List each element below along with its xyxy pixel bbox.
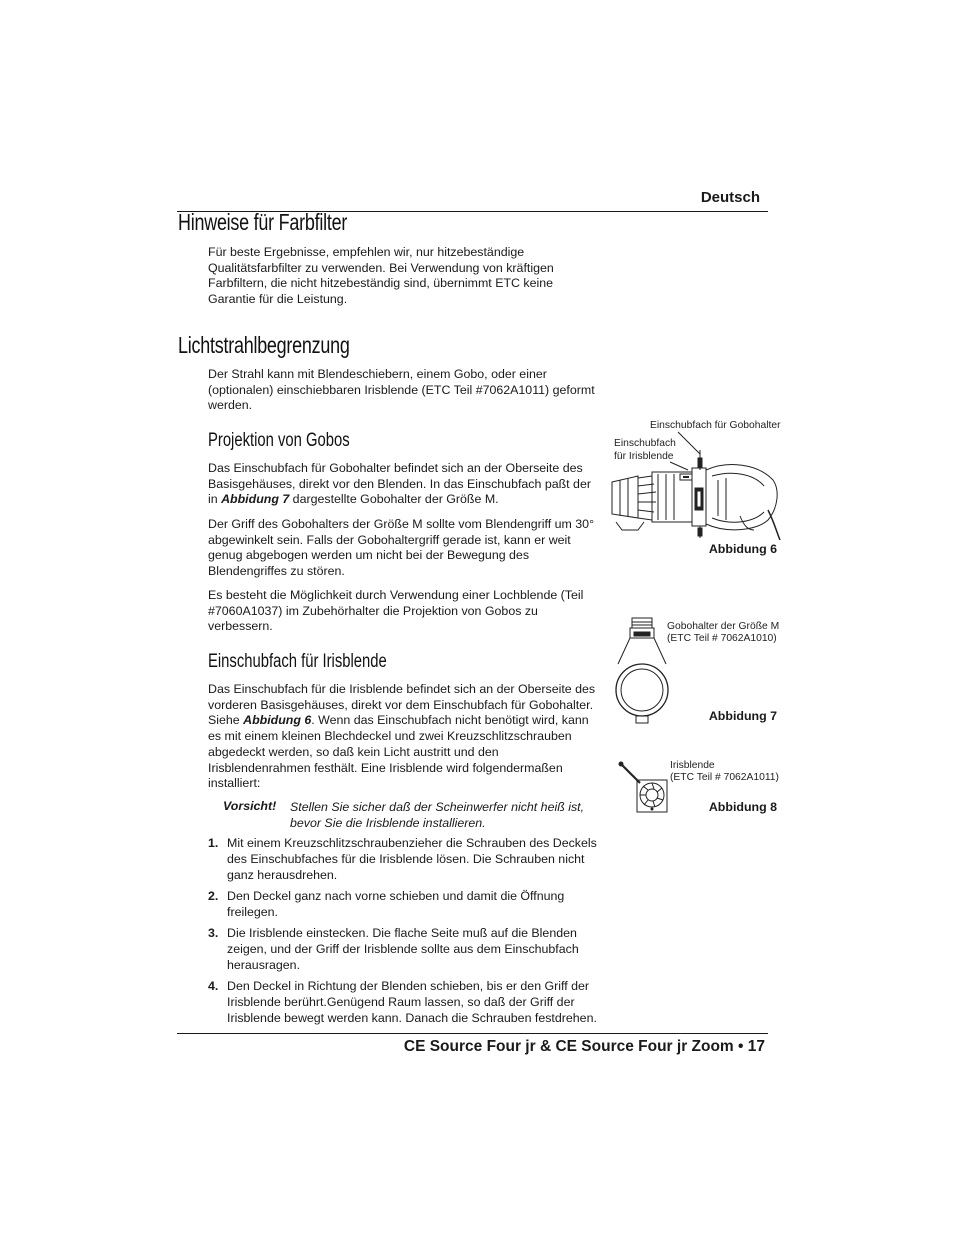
paragraph-gobos-1 — [208, 461, 598, 508]
caution-text: Stellen Sie sicher daß der Scheinwerfer nicht heiß ist, bevor Sie die Irisblende installieren. — [290, 800, 585, 830]
fig6-label: Abbidung 6 — [708, 542, 777, 556]
fig8-caption-line2: (ETC Teil # 7062A1011) — [670, 772, 779, 783]
heading-gobos: Projektion von Gobos — [208, 430, 350, 451]
step-number: 4. — [208, 979, 219, 993]
step-text: Den Deckel in Richtung der Blenden schieben, bis er den Griff der Irisblende berührt.Genügend Raum lassen, so daß der Griff der Irisblende bewegt werden kann. Danach die Schrauben festdrehen. — [227, 979, 597, 1025]
step-number: 2. — [208, 889, 219, 903]
fig8-caption-line1: Irisblende — [670, 760, 715, 771]
fig6-callout-gobo: Einschubfach für Gobohalter — [650, 420, 781, 431]
fig7-caption-line2: (ETC Teil # 7062A1010) — [667, 633, 777, 644]
step-text: Die Irisblende einstecken. Die flache Seite muß auf die Blenden zeigen, und der Griff der Irisblende sollte aus dem Einschubfach herausragen. — [227, 926, 579, 972]
footer-text: CE Source Four jr & CE Source Four jr Zoom • 17 — [403, 1038, 765, 1055]
gobo-holder-diagram — [612, 616, 672, 728]
gobos-text-a: Das Einschubfach für Gobohalter befindet sich an der Oberseite des Basisgehäuses, direkt vor den Blenden. In das Einschubfach paßt der in — [208, 461, 591, 507]
fig7-label: Abbidung 7 — [708, 709, 777, 723]
heading-iris: Einschubfach für Irisblende — [208, 651, 387, 672]
iris-text-a: Das Einschubfach für die Irisblende befindet sich an der Oberseite des vorderen Basisgehäuses, direkt vor dem Einschubfach für Gobohalter. Siehe — [208, 682, 596, 728]
iris-text-b: . Wenn das Einschubfach nicht benötigt wird, kann es mit einem kleinen Blechdeckel und zwei Kreuzschlitzschrauben abgedeckt werden, so daß kein Licht austritt und den Irisblendenrahmen festhält. Eine Irisblende wird folgendermaßen installiert: — [208, 713, 589, 791]
step-number: 1. — [208, 836, 219, 850]
spotlight-diagram — [608, 430, 783, 542]
footer-rule — [177, 1033, 768, 1034]
step-text: Mit einem Kreuzschlitzschraubenzieher die Schrauben des Deckels des Einschubfaches für die Irisblende lösen. Die Schrauben nicht ganz herausdrehen. — [227, 836, 597, 882]
heading-lichtstrahl: Lichtstrahlbegrenzung — [178, 332, 350, 358]
ref-abbidung-7: Abbidung 7 — [221, 492, 290, 507]
step-item — [208, 925, 603, 973]
paragraph-iris-1 — [208, 682, 598, 792]
gobos-text-b: dargestellte Gobohalter der Größe M. — [289, 492, 499, 507]
caution-label: Vorsicht! — [223, 799, 277, 813]
fig7-caption-line1: Gobohalter der Größe M — [667, 621, 780, 632]
step-number: 3. — [208, 926, 219, 940]
ref-abbidung-6: Abbidung 6 — [243, 713, 312, 728]
paragraph-gobos-3: Es besteht die Möglichkeit durch Verwendung einer Lochblende (Teil #7060A1037) im Zubehörhalter die Projektion von Gobos zu verbessern. — [208, 588, 584, 634]
paragraph-farbfilter: Für beste Ergebnisse, empfehlen wir, nur hitzebeständige Qualitätsfarbfilter zu verwenden. Bei Verwendung von kräftigen Farbfiltern, die nicht hitzebeständig sind, übernimmt ETC keine Garantie für die Leistung. — [208, 245, 554, 307]
step-item — [208, 978, 603, 1026]
fig6-callout-iris-line1: Einschubfach — [614, 438, 676, 449]
iris-diagram — [618, 761, 670, 817]
paragraph-lichtstrahl: Der Strahl kann mit Blendeschiebern, einem Gobo, oder einer (optionalen) einschiebbaren Irisblende (ETC Teil #7062A1011) geformt werden. — [208, 367, 595, 413]
install-steps — [208, 835, 603, 1031]
fig6-callout-iris-line2: für Irisblende — [614, 451, 674, 462]
step-item — [208, 835, 603, 883]
step-item — [208, 888, 603, 920]
heading-farbfilter: Hinweise für Farbfilter — [178, 209, 348, 235]
language-label: Deutsch — [700, 189, 760, 206]
paragraph-gobos-2: Der Griff des Gobohalters der Größe M sollte vom Blendengriff um 30° abgewinkelt sein. Falls der Gobohaltergriff gerade ist, kann er weit genug abgebogen werden um nicht bei der Bewegung des Blendengriffes zu stören. — [208, 517, 595, 579]
step-text: Den Deckel ganz nach vorne schieben und damit die Öffnung freilegen. — [227, 889, 565, 919]
fig8-label: Abbidung 8 — [708, 800, 777, 814]
